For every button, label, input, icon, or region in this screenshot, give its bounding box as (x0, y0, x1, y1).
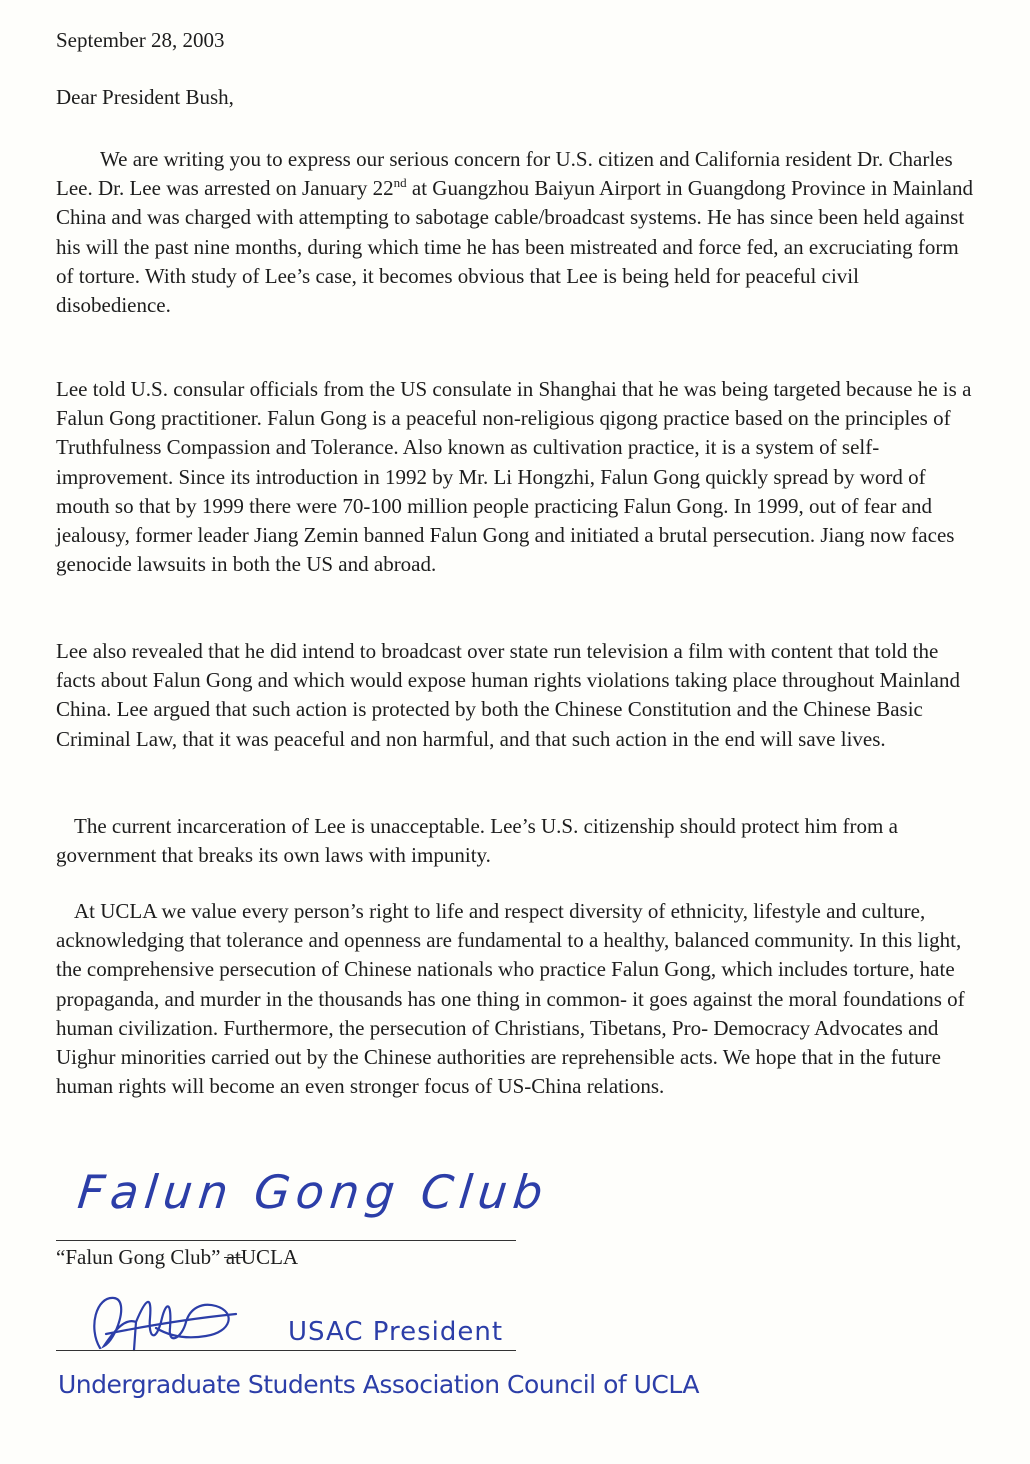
signature-line-president (56, 1350, 516, 1351)
club-caption-name: “Falun Gong Club” (56, 1245, 221, 1269)
club-handwritten-signature: Falun Gong Club (75, 1165, 552, 1219)
paragraph-5: At UCLA we value every person’s right to life and respect diversity of ethnicity, lifestyle and culture, acknowledging that tolerance and openness are fundamental to a healthy, balanced community. In this light, the comprehensive persecution of Chinese nationals who practice Falun Gong, which includes torture, hate propaganda, and murder in the thousands has one thing in common- it goes against the moral foundations of human civilization. Furthermore, the persecution of Christians, Tibetans, Pro- Democracy Advocates and Uighur minorities carried out by the Chinese authorities are reprehensible acts. We hope that in the future human rights will become an even stronger focus of US-China relations. (56, 899, 965, 1099)
council-handwritten-name: Undergraduate Students Association Council of UCLA (58, 1370, 699, 1399)
paragraph-4: The current incarceration of Lee is unacceptable. Lee’s U.S. citizenship should protect him from a government that breaks its own laws with impunity. (56, 814, 898, 868)
club-caption-struck-word (226, 1245, 241, 1269)
paragraph-1 (56, 145, 976, 320)
ordinal-suffix: nd (393, 175, 407, 191)
club-signature-caption (56, 1243, 298, 1272)
president-handwritten-title: USAC President (288, 1317, 504, 1347)
paragraph-3: Lee also revealed that he did intend to broadcast over state run television a film with content that told the facts about Falun Gong and which would expose human rights violations taking place throughout Mainland China. Lee argued that such action is protected by both the Chinese Constitution and the Chinese Basic Criminal Law, that it was peaceful and non harmful, and that such action in the end will save lives. (56, 639, 961, 751)
struck-text: at (225, 1245, 241, 1269)
strikethrough-mark (224, 1257, 243, 1258)
paragraph-1-end: at Guangzhou Baiyun Airport in Guangdong Province in Mainland China and was charged with attempting to sabotage cable/broadcast systems. He has since been held against his will the past nine months, during which time he has been mistreated and force fed, an excruciating form of torture. With study of Lee’s case, it becomes obvious that Lee is being held for peaceful civil disobedience. (56, 176, 973, 318)
paragraph-2: Lee told U.S. consular officials from the US consulate in Shanghai that he was being targeted because he is a Falun Gong practitioner. Falun Gong is a peaceful non-religious qigong practice based on the principles of Truthfulness Compassion and Tolerance. Also known as cultivation practice, it is a system of self-improvement. Since its introduction in 1992 by Mr. Li Hongzhi, Falun Gong quickly spread by word of mouth so that by 1999 there were 70-100 million people practicing Falun Gong. In 1999, out of fear and jealousy, former leader Jiang Zemin banned Falun Gong and initiated a brutal persecution. Jiang now faces genocide lawsuits in both the US and abroad. (56, 377, 972, 577)
signature-line-club (56, 1240, 516, 1241)
paragraph-1-start: We are writing you to express our serious concern for U.S. citizen and California resident Dr. Charles Lee. Dr. Lee was arrested on January 22 (56, 147, 953, 201)
club-caption-org: UCLA (240, 1245, 299, 1269)
letter-date: September 28, 2003 (56, 28, 225, 52)
letter-salutation: Dear President Bush, (56, 85, 234, 109)
